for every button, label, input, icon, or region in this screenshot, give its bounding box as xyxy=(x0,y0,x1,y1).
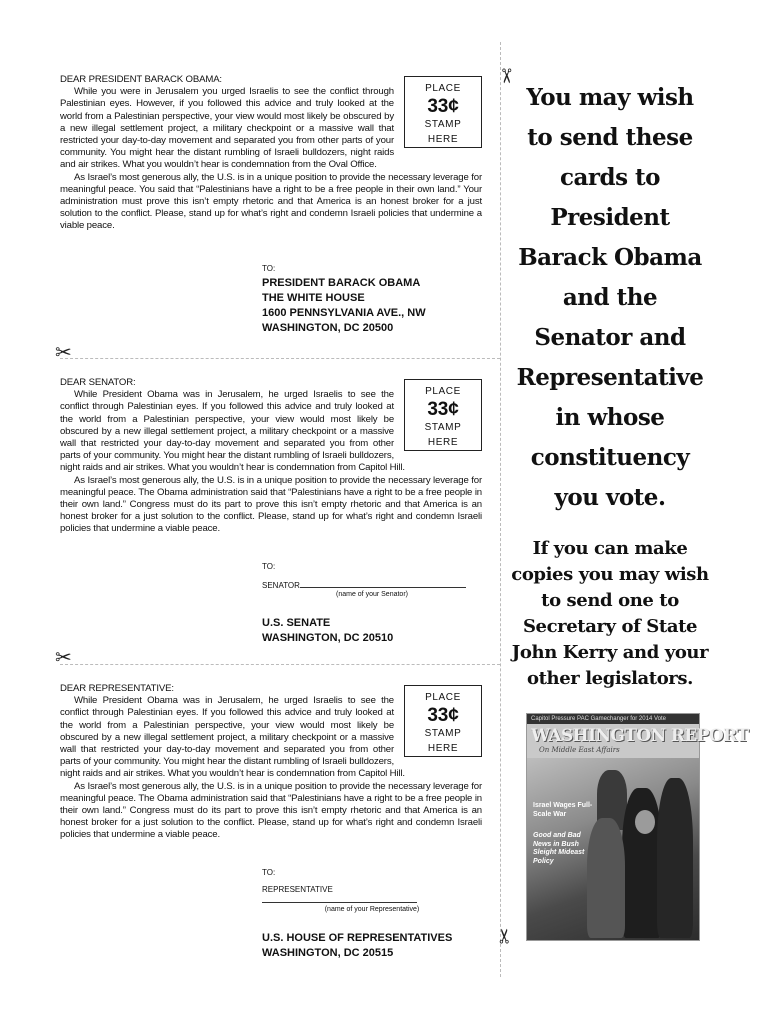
postcard-president xyxy=(60,74,482,334)
address-line: WASHINGTON, DC 20510 xyxy=(262,632,394,644)
main-message: You may wish to send these cards to President Barack Obama and the Senator and Representative in whose constituency you vote. xyxy=(516,84,704,511)
representative-name-line[interactable]: REPRESENTATIVE xyxy=(262,885,482,905)
stamp-box: PLACE 33¢ STAMP HERE xyxy=(404,76,482,148)
address-line: WASHINGTON, DC 20500 xyxy=(262,322,394,334)
magazine-title: WASHINGTON REPORT xyxy=(531,726,749,746)
cut-line-2 xyxy=(60,664,500,665)
magazine-tagline: On Middle East Affairs xyxy=(539,746,620,754)
postcard-senator xyxy=(60,377,482,644)
address-line: THE WHITE HOUSE xyxy=(262,292,365,304)
magazine-headline: Good and Bad News in Bush Sleight Mideast Policy xyxy=(533,832,585,865)
scissors-icon: ✂ xyxy=(55,647,72,669)
paragraph: As Israel’s most generous ally, the U.S. is in a unique position to provide the necessary leverage for meaningful peace. You said that “Palestinians have a right to be a free people in their own land.” Your administration must prove this isn’t empty rhetoric and that America is an honest broker for a just solution to the conflict. Please, stand up for what’s right and condemn Israeli policies that undermine a viable peace. xyxy=(60,171,482,232)
address-line: U.S. SENATE xyxy=(262,617,331,629)
magazine-cover xyxy=(526,713,749,941)
salutation: DEAR SENATOR: xyxy=(60,377,136,388)
address-line: PRESIDENT BARACK OBAMA xyxy=(262,277,421,289)
representative-name-hint: (name of your Representative) xyxy=(324,906,420,913)
postcard-representative xyxy=(60,683,482,959)
address-line: 1600 PENNSYLVANIA AVE., NW xyxy=(262,307,426,319)
magazine-headline: Israel Wages Full-Scale War xyxy=(533,802,593,818)
paragraph: While President Obama was in Jerusalem, he urged Israelis to see the conflict through Palestinian eyes. If you followed this advice and truly looked at the world from a Palestinian perspective, your view would most likely be obscured by a new illegal settlement project, a military checkpoint or a massive wall that restricted your day-to-day movement and separated you from other parts of your community. You might hear the distant rumbling of Israeli bulldozers, night raids and air strikes. What you wouldn’t hear is condemnation from Capitol Hill. xyxy=(60,389,405,474)
address-block: TO: REPRESENTATIVE (name of your Representative) U.S. HOUSE OF REPRESENTATIVES WASHINGTON, DC 20515 xyxy=(262,868,482,961)
paragraph: While President Obama was in Jerusalem, he urged Israelis to see the conflict through Palestinian eyes. If you followed this advice and truly looked at the world from a Palestinian perspective, your view would most likely be obscured by a new illegal settlement project, a military checkpoint or a massive wall that restricted your day-to-day movement and separated you from other parts of your community. You might hear the distant rumbling of Israeli bulldozers, night raids and air strikes. What you wouldn’t hear is condemnation from Capitol Hill. xyxy=(60,695,405,780)
stamp-box: PLACE 33¢ STAMP HERE xyxy=(404,685,482,757)
paragraph: As Israel’s most generous ally, the U.S. is in a unique position to provide the necessary leverage for meaningful peace. The Obama administration said that “Palestinians have a right to be a free people in their own land.” Congress must do its part to prove this isn’t empty rhetoric and that America is an honest broker for a just solution to the conflict. Please, stand up for what’s right and condemn Israeli policies that undermine a viable peace. xyxy=(60,474,482,535)
address-line: WASHINGTON, DC 20515 xyxy=(262,947,394,959)
cut-line-1 xyxy=(60,358,500,359)
salutation: DEAR REPRESENTATIVE: xyxy=(60,683,174,694)
paragraph: While you were in Jerusalem you urged Israelis to see the conflict through Palestinian eyes. However, if you followed this advice and truly looked at the world from a Palestinian perspective, your view would most likely be obscured by a new illegal settlement project, a military checkpoint or a massive wall that restricted your day-to-day movement and separated you from other parts of your community. You might hear the distant rumbling of Israeli bulldozers, night raids and air strikes. What you wouldn’t hear is condemnation from the Oval Office. xyxy=(60,86,394,171)
scissors-icon: ✂ xyxy=(494,927,517,945)
address-block: TO: PRESIDENT BARACK OBAMA THE WHITE HOUSE 1600 PENNSYLVANIA AVE., NW WASHINGTON, DC 20500 xyxy=(262,264,482,336)
scissors-icon: ✂ xyxy=(494,67,517,85)
paragraph: As Israel’s most generous ally, the U.S. is in a unique position to provide the necessary leverage for meaningful peace. The Obama administration said that “Palestinians have a right to be a free people in their own land.” Congress must do its part to prove this isn’t empty rhetoric and that America is an honest broker for a just solution to the conflict. Please, stand up for what’s right and condemn Israeli policies that undermine a viable peace. xyxy=(60,780,482,841)
vertical-cut-line xyxy=(500,42,501,977)
salutation: DEAR PRESIDENT BARACK OBAMA: xyxy=(60,74,222,85)
address-block: TO: SENATOR (name of your Senator) U.S. SENATE WASHINGTON, DC 20510 xyxy=(262,562,482,646)
address-line: U.S. HOUSE OF REPRESENTATIVES xyxy=(262,932,453,944)
secondary-message: If you can make copies you may wish to send one to Secretary of State John Kerry and your other legislators. xyxy=(511,538,709,689)
senator-name-hint: (name of your Senator) xyxy=(336,591,408,598)
stamp-box: PLACE 33¢ STAMP HERE xyxy=(404,379,482,451)
magazine-topline: Capitol Pressure PAC Gamechanger for 2014 Vote xyxy=(527,714,699,724)
scissors-icon: ✂ xyxy=(55,342,72,364)
senator-name-line[interactable]: SENATOR xyxy=(262,579,482,590)
